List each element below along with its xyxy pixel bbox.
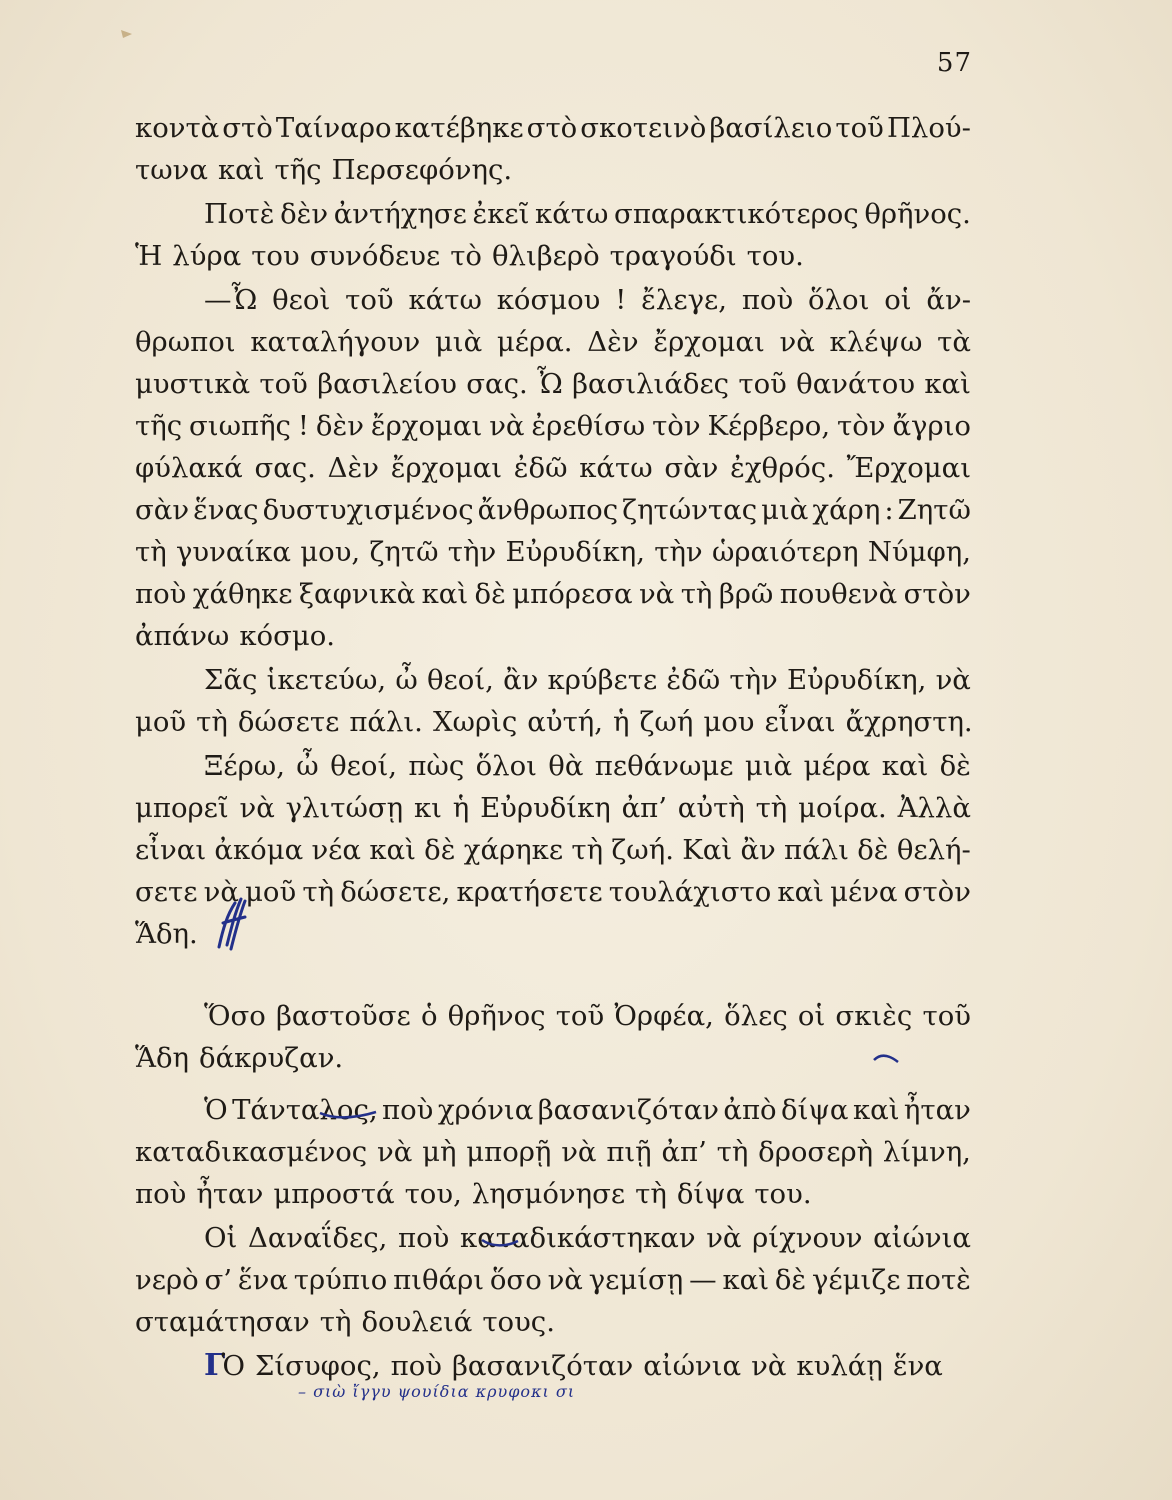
- text-line: [135, 995, 971, 1037]
- word: Καὶ: [682, 834, 733, 866]
- word: ἕνα: [892, 1350, 943, 1382]
- word: ἀπ’: [661, 1136, 707, 1168]
- word: τοῦ: [835, 112, 884, 144]
- word: δὲ: [939, 750, 971, 782]
- word: τωνα: [135, 154, 208, 186]
- word: τρύπιο: [293, 1264, 388, 1296]
- word: Ὦ: [537, 368, 563, 400]
- word: δροσερὴ: [758, 1136, 874, 1168]
- word: χάθηκε: [192, 578, 293, 610]
- text-line: [135, 405, 971, 447]
- word: Ἅδη.: [135, 918, 198, 950]
- pen-underline-mark: [318, 1110, 378, 1120]
- word: γυναίκα: [176, 536, 291, 568]
- word: Ἅδη: [135, 1042, 190, 1074]
- word: μοῦ: [245, 876, 297, 908]
- word: ἐχθρός.: [730, 452, 835, 484]
- word: Σίσυφος,: [254, 1350, 381, 1382]
- word: ἄγριο: [892, 410, 971, 442]
- word: ὦ: [395, 664, 418, 696]
- word: πιῇ: [606, 1136, 652, 1168]
- word: Περσεφόνης.: [331, 154, 513, 186]
- word: μοῦ: [135, 706, 187, 738]
- word: νὰ: [638, 578, 675, 610]
- word: συνόδευε: [309, 240, 441, 272]
- word: σπαρακτικότερος: [614, 198, 859, 230]
- word: ἄνθρωπος: [477, 494, 619, 526]
- word: ἕνας: [193, 494, 259, 526]
- word: Ὁ: [204, 1094, 228, 1126]
- text-line: [135, 1173, 971, 1215]
- word: ἀπὸ: [723, 1094, 777, 1126]
- word: Εὐρυδίκη: [480, 792, 611, 824]
- word: δυστυχισμένος: [262, 494, 474, 526]
- word: Ζητῶ: [897, 494, 971, 526]
- text-line: [135, 701, 971, 743]
- paragraph-gap: [135, 1079, 971, 1089]
- word: τουλάχιστο: [608, 876, 772, 908]
- word: ἔλεγε,: [641, 284, 727, 316]
- word: Οἱ: [204, 1222, 238, 1254]
- word: κατέβηκε: [394, 112, 524, 144]
- word: ἄν-: [926, 284, 971, 316]
- paragraph: [135, 659, 971, 743]
- word: ὅλοι: [475, 750, 537, 782]
- word: ὡραιότερη: [711, 536, 859, 568]
- text-line: [135, 1259, 971, 1301]
- word: καὶ: [722, 1264, 769, 1296]
- word: Ξέρω,: [204, 750, 285, 782]
- text-line: [135, 829, 971, 871]
- word: σιωπῆς: [189, 410, 291, 442]
- word: νέα: [311, 834, 362, 866]
- word: πάλι.: [349, 706, 423, 738]
- word: τὴ: [196, 706, 228, 738]
- word: Νύμφη,: [867, 536, 971, 568]
- word: τῆς: [274, 154, 322, 186]
- word: ζωή: [639, 706, 694, 738]
- word: νὰ: [547, 1264, 583, 1296]
- word: ἔρχομαι: [390, 452, 503, 484]
- word: του: [251, 240, 300, 272]
- word: τὴ: [635, 1178, 667, 1210]
- word: θὰ: [548, 750, 584, 782]
- word: σας.: [466, 368, 528, 400]
- pen-annotation-mark: [205, 895, 255, 965]
- word: !: [297, 410, 309, 442]
- word: ποὺ: [741, 284, 794, 316]
- word: μιὰ: [761, 494, 809, 526]
- word: τὰ: [937, 326, 971, 358]
- pen-tick-mark: [872, 1052, 900, 1066]
- word: ΓὉ: [204, 1348, 245, 1383]
- word: ποτὲ: [906, 1264, 971, 1296]
- word: ποὺ: [398, 1222, 450, 1254]
- word: σὰν: [135, 494, 190, 526]
- word: τὸν: [837, 410, 886, 442]
- word: γλιτώσῃ: [285, 792, 404, 824]
- text-line: [135, 1037, 971, 1079]
- word: τῆς: [135, 410, 183, 442]
- paragraph-gap: [135, 955, 971, 995]
- word: ἐδῶ: [666, 664, 721, 696]
- word: οἱ: [884, 284, 912, 316]
- word: λίμνη,: [882, 1136, 971, 1168]
- text-line: [135, 1089, 971, 1131]
- word: νὰ: [935, 664, 971, 696]
- word: τὴ: [319, 1306, 352, 1338]
- word: Εὐρυδίκη,: [786, 664, 927, 696]
- text-line: [135, 149, 971, 191]
- word: βασίλειο: [709, 112, 833, 144]
- word: καὶ: [924, 368, 971, 400]
- word: κάτω: [579, 452, 653, 484]
- word: τὸ: [450, 240, 482, 272]
- text-line: [135, 787, 971, 829]
- word: !: [615, 284, 627, 316]
- word: μένα: [830, 876, 898, 908]
- word: μὴ: [422, 1136, 457, 1168]
- word: τους.: [482, 1306, 555, 1338]
- word: νὰ: [561, 1136, 597, 1168]
- word: οἱ: [797, 1000, 826, 1032]
- word: θλιβερὸ: [492, 240, 600, 272]
- word: τὸν: [652, 410, 701, 442]
- word: Ταίναρο: [275, 112, 392, 144]
- word: ἂν: [740, 834, 776, 866]
- word: ρίχνουν: [752, 1222, 863, 1254]
- word: τραγούδι: [609, 240, 737, 272]
- word: γέμιζε: [811, 1264, 901, 1296]
- text-line: [135, 1131, 971, 1173]
- text-line: [135, 531, 971, 573]
- word: νὰ: [706, 1222, 742, 1254]
- paragraph: [135, 193, 971, 277]
- word: ποὺ: [382, 1094, 434, 1126]
- word: νὰ: [751, 1350, 787, 1382]
- word: σταμάτησαν: [135, 1306, 310, 1338]
- word: καὶ: [881, 750, 929, 782]
- page-number: 57: [936, 48, 972, 78]
- word: Ὀρφέα,: [614, 1000, 714, 1032]
- word: πιθάρι: [393, 1264, 485, 1296]
- text-line: [135, 913, 971, 955]
- word: σετε: [135, 876, 198, 908]
- word: καταλήγουν: [250, 326, 421, 358]
- word: ἐκεῖ: [472, 198, 530, 230]
- word: λησμόνησε: [471, 1178, 626, 1210]
- word: μπροστά: [273, 1178, 395, 1210]
- word: Δὲν: [587, 326, 639, 358]
- word: νὰ: [779, 326, 815, 358]
- word: μιὰ: [434, 326, 483, 358]
- word: Ὅσο: [204, 1000, 266, 1032]
- word: δὲ: [424, 834, 456, 866]
- word: πὼς: [408, 750, 465, 782]
- word: τοῦ: [259, 368, 308, 400]
- word: τοῦ: [345, 284, 394, 316]
- word: καταδικασμένος: [135, 1136, 368, 1168]
- word: Κέρβερο,: [707, 410, 831, 442]
- word: ποὺ: [135, 578, 187, 610]
- word: νὰ: [239, 792, 275, 824]
- word: τοῦ: [738, 368, 787, 400]
- text-line: [135, 615, 971, 657]
- word: μοίρα.: [798, 792, 887, 824]
- word: τὴ: [755, 792, 788, 824]
- word: ἕνα: [237, 1264, 288, 1296]
- word: Πλού-: [886, 112, 971, 144]
- text-line: [135, 871, 971, 913]
- word: σὰν: [664, 452, 719, 484]
- text-line: [135, 573, 971, 615]
- word: ζωή.: [611, 834, 674, 866]
- word: —Ὦ: [204, 284, 258, 316]
- corner-smudge-mark: [120, 28, 134, 40]
- paragraph: [135, 1345, 971, 1387]
- word: πεθάνωμε: [594, 750, 734, 782]
- word: δίψα: [781, 1094, 849, 1126]
- word: ποὺ: [390, 1350, 442, 1382]
- word: Εὐρυδίκη,: [505, 536, 645, 568]
- word: χρόνια: [437, 1094, 534, 1126]
- word: καταδικάστηκαν: [460, 1222, 696, 1254]
- word: μέρα: [803, 750, 871, 782]
- word: ὦ: [296, 750, 319, 782]
- text-line: [135, 745, 971, 787]
- word: τὴ: [571, 834, 604, 866]
- word: καὶ: [217, 154, 265, 186]
- text-line: [135, 447, 971, 489]
- word: του.: [746, 240, 804, 272]
- word: αὐτή,: [527, 706, 604, 738]
- word: κι: [413, 792, 442, 824]
- word: δίψα: [676, 1178, 745, 1210]
- word: ξαφνικὰ: [298, 578, 416, 610]
- word: Ἀλλὰ: [897, 792, 971, 824]
- word: ἡ: [452, 792, 470, 824]
- word: του,: [404, 1178, 462, 1210]
- word: Τάνταλος,: [232, 1094, 378, 1126]
- word: τὴ: [302, 876, 335, 908]
- text-line: [135, 235, 971, 277]
- word: τὴ: [135, 536, 167, 568]
- word: ἱκετεύω,: [266, 664, 387, 696]
- text-line: [135, 1217, 971, 1259]
- word: αἰώνια: [873, 1222, 971, 1254]
- word: δὲ: [857, 834, 889, 866]
- word: ἀντήχησε: [333, 198, 467, 230]
- word: κρατήσετε: [456, 876, 603, 908]
- word: ἔρχομαι: [653, 326, 765, 358]
- word: Ἡ: [135, 240, 163, 272]
- word: αὐτὴ: [677, 792, 745, 824]
- text-line: [135, 1345, 971, 1387]
- word: δὲ: [474, 578, 506, 610]
- word: ζητῶ: [369, 536, 439, 568]
- word: λύρα: [172, 240, 242, 272]
- word: πουθενὰ: [779, 578, 898, 610]
- word: καὶ: [421, 578, 469, 610]
- word: τὴν: [654, 536, 703, 568]
- word: θρωποι: [135, 326, 236, 358]
- word: κυλάῃ: [796, 1350, 883, 1382]
- word: Δαναΐδες,: [247, 1222, 388, 1254]
- word: δώσετε,: [340, 876, 451, 908]
- pen-underline-mark: [480, 1238, 520, 1248]
- word: βασανιζόταν: [451, 1350, 634, 1382]
- word: στὸν: [903, 876, 971, 908]
- text-line: [135, 107, 971, 149]
- word: τὴν: [729, 664, 778, 696]
- word: χάρηκε: [463, 834, 564, 866]
- word: δὲν: [315, 410, 364, 442]
- word: πάλι: [784, 834, 849, 866]
- word: Σᾶς: [204, 664, 258, 696]
- word: δὲ: [774, 1264, 807, 1296]
- word: δώσετε: [237, 706, 340, 738]
- word: ἀπ’: [621, 792, 667, 824]
- word: ἄχρηστη.: [845, 706, 973, 738]
- word: νὰ: [489, 410, 525, 442]
- word: σ’: [204, 1264, 233, 1296]
- word: Ἔρχομαι: [846, 452, 971, 484]
- word: τοῦ: [555, 1000, 605, 1032]
- word: θελή-: [896, 834, 971, 866]
- word: εἶναι: [764, 706, 836, 738]
- word: τοῦ: [922, 1000, 971, 1032]
- text-line: [135, 659, 971, 701]
- word: χάρη: [812, 494, 881, 526]
- word: κόσμου: [496, 284, 601, 316]
- text-line: [135, 489, 971, 531]
- word: στὸν: [903, 578, 971, 610]
- pen-annotation-letter: Γ: [204, 1348, 226, 1383]
- paragraph: [135, 1089, 971, 1215]
- word: Ποτὲ: [204, 198, 275, 230]
- word: φύλακά: [135, 452, 243, 484]
- word: καὶ: [852, 1094, 900, 1126]
- word: νὰ: [377, 1136, 413, 1168]
- word: μπορεῖ: [135, 792, 229, 824]
- word: κρύβετε: [547, 664, 658, 696]
- word: νὰ: [203, 876, 239, 908]
- word: σκιὲς: [835, 1000, 913, 1032]
- word: κάτω: [535, 198, 609, 230]
- word: ἂν: [503, 664, 539, 696]
- word: βρῶ: [718, 578, 774, 610]
- word: βασανιζόταν: [537, 1094, 719, 1126]
- word: ὅλοι: [808, 284, 870, 316]
- word: μιὰ: [744, 750, 793, 782]
- word: μυστικὰ: [135, 368, 251, 400]
- word: ποὺ: [135, 1178, 187, 1210]
- word: δάκρυζαν.: [199, 1042, 344, 1074]
- word: ὅσο: [489, 1264, 542, 1296]
- word: ἔρχομαι: [370, 410, 483, 442]
- word: ἦταν: [196, 1178, 264, 1210]
- word: καὶ: [369, 834, 416, 866]
- word: γεμίσῃ: [588, 1264, 684, 1296]
- word: καὶ: [777, 876, 824, 908]
- body-text: [135, 107, 971, 1387]
- word: ὁ: [420, 1000, 438, 1032]
- word: ἀκόμα: [214, 834, 304, 866]
- word: στὸ: [526, 112, 578, 144]
- word: κόσμο.: [239, 620, 336, 652]
- text-line: [135, 279, 971, 321]
- word: δὲν: [280, 198, 329, 230]
- word: ἀπάνω: [135, 620, 230, 652]
- paragraph: [135, 279, 971, 657]
- handwritten-note: – σιὼ ἴγγυ ψουίδια κρυφοκι σι: [298, 1382, 576, 1401]
- word: θανάτου: [796, 368, 916, 400]
- paragraph: [135, 107, 971, 191]
- word: Δὲν: [327, 452, 379, 484]
- paragraph: [135, 995, 971, 1079]
- paragraph: [135, 745, 971, 955]
- word: μου: [703, 706, 755, 738]
- word: μπόρεσα: [512, 578, 633, 610]
- word: βασιλείου: [317, 368, 457, 400]
- word: ὅλες: [724, 1000, 788, 1032]
- word: θρῆνος.: [864, 198, 971, 230]
- word: στὸ: [222, 112, 273, 144]
- text-line: [135, 1301, 971, 1343]
- word: ζητώντας: [622, 494, 758, 526]
- paragraph: [135, 1217, 971, 1343]
- word: εἶναι: [135, 834, 207, 866]
- word: θεοί,: [330, 750, 397, 782]
- text-line: [135, 193, 971, 235]
- word: μου,: [300, 536, 361, 568]
- word: σας.: [254, 452, 316, 484]
- word: θρῆνος: [447, 1000, 546, 1032]
- word: αἰώνια: [643, 1350, 742, 1382]
- word: μέρα.: [496, 326, 573, 358]
- word: τὴν: [447, 536, 497, 568]
- word: δουλειά: [361, 1306, 473, 1338]
- word: νερὸ: [135, 1264, 199, 1296]
- word: θεοὶ: [272, 284, 331, 316]
- word: ἐδῶ: [513, 452, 568, 484]
- text-line: [135, 363, 971, 405]
- text-line: [135, 321, 971, 363]
- word: ἡ: [613, 706, 630, 738]
- word: θεοί,: [426, 664, 494, 696]
- word: κοντὰ: [135, 112, 220, 144]
- word: βαστοῦσε: [276, 1000, 411, 1032]
- word: ἦταν: [903, 1094, 971, 1126]
- word: κάτω: [408, 284, 482, 316]
- word: κλέψω: [829, 326, 923, 358]
- word: μπορῇ: [466, 1136, 552, 1168]
- word: ἐρεθίσω: [531, 410, 646, 442]
- word: του.: [754, 1178, 812, 1210]
- word: τὴ: [680, 578, 713, 610]
- word: τὴ: [716, 1136, 749, 1168]
- word: Χωρὶς: [432, 706, 518, 738]
- word: —: [689, 1264, 717, 1296]
- word: :: [884, 494, 894, 526]
- word: βασιλιάδες: [572, 368, 730, 400]
- word: σκοτεινὸ: [580, 112, 707, 144]
